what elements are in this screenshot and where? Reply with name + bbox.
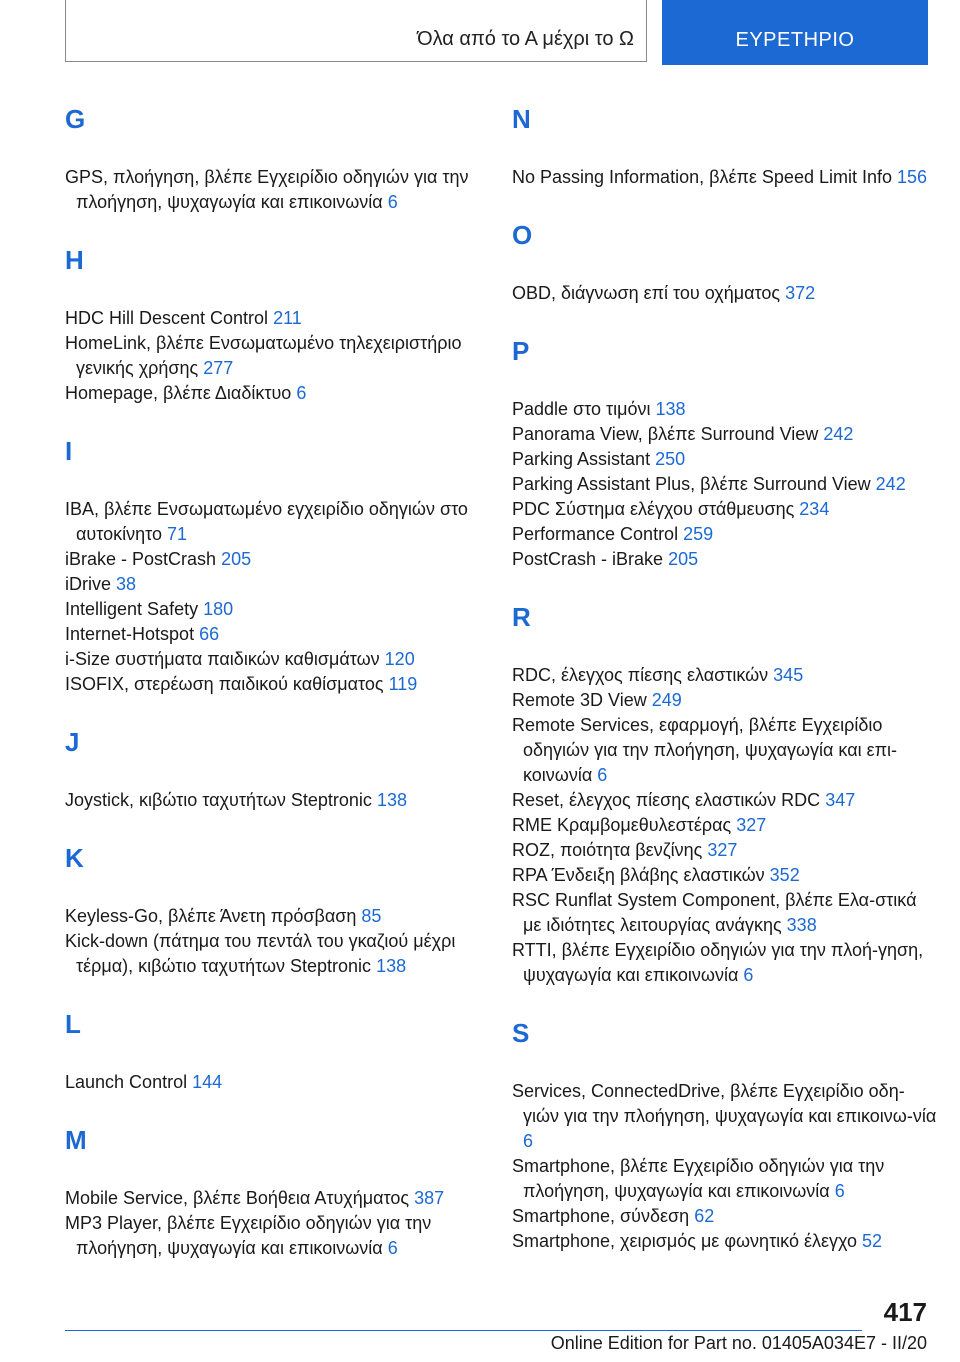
section-letter: N: [512, 104, 531, 134]
entry-text: PostCrash - iBrake: [512, 549, 664, 569]
index-entry: [512, 863, 937, 888]
page-link[interactable]: 352: [769, 865, 800, 885]
index-section: [65, 100, 490, 215]
edition-note: Online Edition for Part no. 01405A034E7 - II/20: [550, 1333, 927, 1353]
page-link[interactable]: 66: [199, 624, 220, 644]
section-letter: P: [512, 336, 530, 366]
page-link[interactable]: 211: [273, 308, 302, 328]
entry-text: RTTI, βλέπε Εγχειρίδιο οδηγιών για την πλοή-γηση, ψυχαγωγία και επικοινωνία: [512, 940, 924, 985]
tab-all-label: Όλα από το Α μέχρι το Ω: [417, 28, 634, 50]
entry-text: MP3 Player, βλέπε Εγχειρίδιο οδηγιών για την πλοήγηση, ψυχαγωγία και επικοινωνία: [65, 1213, 432, 1258]
section-letter: J: [65, 727, 80, 757]
page-link[interactable]: 250: [655, 449, 686, 469]
index-section: [65, 839, 490, 979]
page-link[interactable]: 144: [192, 1072, 223, 1092]
page-number: 417: [883, 1297, 927, 1327]
index-section: [65, 241, 490, 406]
entry-text: IBA, βλέπε Ενσωματωμένο εγχειρίδιο οδηγιών στο αυτοκίνητο: [65, 499, 468, 544]
entry-text: Joystick, κιβώτιο ταχυτήτων Steptronic: [65, 790, 372, 810]
entry-text: Homepage, βλέπε Διαδίκτυο: [65, 383, 292, 403]
section-letter: M: [65, 1125, 87, 1155]
page-link[interactable]: 6: [743, 965, 754, 985]
index-entry: [65, 929, 490, 979]
page-link[interactable]: 259: [683, 524, 714, 544]
page-link[interactable]: 347: [825, 790, 856, 810]
entry-text: iDrive: [65, 574, 112, 594]
entry-text: Services, ConnectedDrive, βλέπε Εγχειρίδιο οδη-γιών για την πλοήγηση, ψυχαγωγία και επικοινω-νία: [512, 1081, 937, 1126]
entry-text: Smartphone, σύνδεση: [512, 1206, 690, 1226]
entry-text: PDC Σύστημα ελέγχου στάθμευσης: [512, 499, 795, 519]
section-letter: H: [65, 245, 84, 275]
index-entry: [65, 1211, 490, 1261]
index-entry: [512, 1204, 937, 1229]
page-link[interactable]: 205: [221, 549, 252, 569]
page-link[interactable]: 6: [597, 765, 608, 785]
entry-text: Intelligent Safety: [65, 599, 199, 619]
index-entry: [512, 397, 937, 422]
page-link[interactable]: 138: [655, 399, 686, 419]
index-entry: [65, 647, 490, 672]
entry-text: Reset, έλεγχος πίεσης ελαστικών RDC: [512, 790, 821, 810]
index-entry: [512, 547, 937, 572]
index-entry: [512, 688, 937, 713]
entry-text: Panorama View, βλέπε Surround View: [512, 424, 819, 444]
page-link[interactable]: 156: [897, 167, 928, 187]
index-entry: [65, 1186, 490, 1211]
index-section: [512, 598, 937, 988]
entry-text: No Passing Information, βλέπε Speed Limit Info: [512, 167, 892, 187]
tab-index-label: ΕΥΡΕΤΗΡΙΟ: [735, 29, 855, 51]
index-column-left: [65, 100, 490, 1287]
entry-text: Remote Services, εφαρμογή, βλέπε Εγχειρίδιο οδηγιών για την πλοήγηση, ψυχαγωγία και επι-κοινωνία: [512, 715, 898, 785]
index-entry: [65, 331, 490, 381]
entry-text: Keyless-Go, βλέπε Άνετη πρόσβαση: [65, 906, 357, 926]
index-section: [512, 332, 937, 572]
header-tabs: [65, 0, 928, 65]
page-link[interactable]: 138: [376, 956, 407, 976]
entry-text: OBD, διάγνωση επί του οχήματος: [512, 283, 781, 303]
index-section: [512, 1014, 937, 1254]
entry-text: i-Size συστήματα παιδικών καθισμάτων: [65, 649, 380, 669]
page-link[interactable]: 6: [834, 1181, 845, 1201]
section-letter: I: [65, 436, 73, 466]
section-letter: K: [65, 843, 84, 873]
index-entry: [65, 572, 490, 597]
page-link[interactable]: 242: [823, 424, 854, 444]
index-column-right: [512, 100, 937, 1280]
page-link[interactable]: 119: [388, 674, 418, 694]
page-link[interactable]: 327: [707, 840, 738, 860]
index-entry: [512, 1079, 937, 1154]
index-entry: [65, 597, 490, 622]
index-entry: [512, 788, 937, 813]
page-link[interactable]: 372: [785, 283, 816, 303]
entry-text: Remote 3D View: [512, 690, 647, 710]
page-link[interactable]: 62: [694, 1206, 715, 1226]
section-letter: S: [512, 1018, 530, 1048]
page-link[interactable]: 242: [875, 474, 906, 494]
page-link[interactable]: 180: [203, 599, 234, 619]
section-letter: R: [512, 602, 531, 632]
entry-text: ISOFIX, στερέωση παιδικού καθίσματος: [65, 674, 384, 694]
page-link[interactable]: 387: [414, 1188, 445, 1208]
index-section: [65, 432, 490, 697]
section-letter: L: [65, 1009, 81, 1039]
entry-text: Parking Assistant: [512, 449, 651, 469]
entry-text: RSC Runflat System Component, βλέπε Ελα-στικά με ιδιότητες λειτουργίας ανάγκης: [512, 890, 917, 935]
entry-text: Launch Control: [65, 1072, 188, 1092]
entry-text: RPA Ένδειξη βλάβης ελαστικών: [512, 865, 765, 885]
page-link[interactable]: 249: [651, 690, 682, 710]
page-link[interactable]: 120: [384, 649, 415, 669]
index-entry: [512, 165, 937, 190]
tab-all-a-to-z[interactable]: [65, 0, 647, 62]
page-link[interactable]: 71: [167, 524, 188, 544]
index-entry: [65, 622, 490, 647]
page-link[interactable]: 38: [116, 574, 137, 594]
index-entry: [512, 938, 937, 988]
index-entry: [512, 888, 937, 938]
page-link[interactable]: 327: [736, 815, 767, 835]
index-entry: [65, 672, 490, 697]
section-letter: G: [65, 104, 86, 134]
entry-text: Paddle στο τιμόνι: [512, 399, 651, 419]
entry-text: Mobile Service, βλέπε Βοήθεια Ατυχήματος: [65, 1188, 410, 1208]
index-entry: [65, 904, 490, 929]
index-entry: [512, 497, 937, 522]
index-entry: [65, 497, 490, 547]
page-link[interactable]: 6: [523, 1131, 534, 1151]
entry-text: RDC, έλεγχος πίεσης ελαστικών: [512, 665, 769, 685]
index-entry: [512, 472, 937, 497]
section-letter: O: [512, 220, 533, 250]
page-link[interactable]: 52: [862, 1231, 883, 1251]
index-entry: [512, 813, 937, 838]
footer-divider: [65, 1330, 862, 1331]
entry-text: Internet-Hotspot: [65, 624, 195, 644]
index-entry: [512, 1154, 937, 1204]
page-link[interactable]: 138: [376, 790, 407, 810]
index-entry: [512, 713, 937, 788]
index-entry: [65, 306, 490, 331]
index-section: [65, 723, 490, 813]
page-link[interactable]: 6: [296, 383, 307, 403]
entry-text: Performance Control: [512, 524, 679, 544]
index-section: [65, 1005, 490, 1095]
index-entry: [512, 522, 937, 547]
page-link[interactable]: 205: [668, 549, 699, 569]
page-link[interactable]: 85: [361, 906, 382, 926]
index-section: [65, 1121, 490, 1261]
page-link[interactable]: 234: [799, 499, 830, 519]
entry-text: HDC Hill Descent Control: [65, 308, 269, 328]
index-section: [512, 100, 937, 190]
page-link[interactable]: 338: [786, 915, 817, 935]
entry-text: GPS, πλοήγηση, βλέπε Εγχειρίδιο οδηγιών για την πλοήγηση, ψυχαγωγία και επικοινωνία: [65, 167, 469, 212]
index-entry: [65, 1070, 490, 1095]
index-entry: [512, 838, 937, 863]
entry-text: Smartphone, βλέπε Εγχειρίδιο οδηγιών για την πλοήγηση, ψυχαγωγία και επικοινωνία: [512, 1156, 885, 1201]
index-entry: [512, 663, 937, 688]
entry-text: iBrake - PostCrash: [65, 549, 217, 569]
index-entry: [65, 165, 490, 215]
entry-text: HomeLink, βλέπε Ενσωματωμένο τηλεχειριστήριο γενικής χρήσης: [65, 333, 462, 378]
page-link[interactable]: 277: [203, 358, 234, 378]
page-link[interactable]: 6: [387, 192, 398, 212]
index-entry: [512, 1229, 937, 1254]
entry-text: Kick-down (πάτημα του πεντάλ του γκαζιού μέχρι τέρμα), κιβώτιο ταχυτήτων Steptronic: [65, 931, 456, 976]
entry-text: RME Κραμβομεθυλεστέρας: [512, 815, 732, 835]
index-entry: [65, 547, 490, 572]
tab-index[interactable]: [662, 0, 928, 65]
index-entry: [512, 447, 937, 472]
entry-text: Smartphone, χειρισμός με φωνητικό έλεγχο: [512, 1231, 857, 1251]
index-section: [512, 216, 937, 306]
entry-text: Parking Assistant Plus, βλέπε Surround View: [512, 474, 871, 494]
entry-text: ROZ, ποιότητα βενζίνης: [512, 840, 703, 860]
index-entry: [512, 422, 937, 447]
page-link[interactable]: 6: [387, 1238, 398, 1258]
page-link[interactable]: 345: [773, 665, 804, 685]
index-entry: [65, 788, 490, 813]
index-entry: [65, 381, 490, 406]
index-entry: [512, 281, 937, 306]
